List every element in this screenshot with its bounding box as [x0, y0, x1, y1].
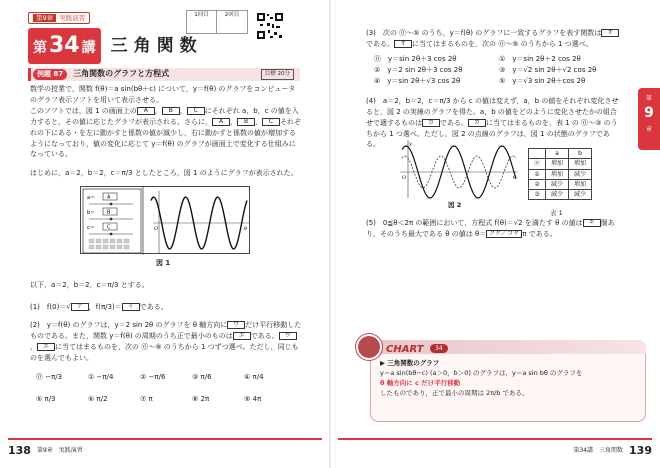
- options-row-2: [36, 394, 296, 405]
- table-1: [528, 148, 592, 200]
- fig1-theta-label: θ: [244, 226, 248, 232]
- panel-box-b: B: [107, 209, 111, 216]
- check-first[interactable]: 1回目: [187, 11, 217, 33]
- question-5: (5) 0≦θ＜2π の範囲において，方程式 f(θ)＝√2 を満たす θ の値は キ 個あり，そのうち最大である θ の値は θ＝ クケ／コサ π である。: [366, 219, 615, 238]
- option: ⑧ 2π: [192, 395, 210, 403]
- fig2-origin-label: O: [402, 175, 407, 181]
- figure-2-caption: 図 2: [448, 201, 462, 209]
- lesson-heading: [28, 28, 203, 64]
- table-row: ① 増加 減少: [529, 169, 592, 179]
- option: ⑥ π/2: [88, 395, 108, 403]
- blank-ka[interactable]: カ: [422, 119, 440, 127]
- option: ④ π/4: [244, 373, 264, 381]
- right-footer: [338, 438, 652, 459]
- question-3-options: [374, 54, 624, 87]
- question-1: (1) f(0)＝√ ア ，f(π/3)＝ イ である。: [30, 303, 168, 311]
- slider-c-handle[interactable]: [110, 233, 113, 236]
- chart-number: 34: [430, 344, 448, 353]
- example-title: 三角関数のグラフと方程式: [73, 69, 170, 79]
- panel-label-c: c＝: [87, 225, 95, 231]
- example-time: 目標 20分: [261, 69, 294, 80]
- question-2: (2) y＝f(θ) のグラフは，y＝2 sin 2θ のグラフを θ 軸方向に ウ だけ平行移動したものである。また，関数 y＝f(θ) の周期のうち正で最小のものは エ である。 ウ， エ に当てはまるものを，次の ⓪～⑨ のうちから 1 つずつ選べ。ただし，同じものを選んでもよい。: [30, 321, 302, 362]
- panel-label-a: a＝: [87, 195, 96, 201]
- option: ⑨ 4π: [244, 395, 262, 403]
- slider-b-handle[interactable]: [110, 218, 113, 221]
- chart-title: ▶ 三角関数のグラフ: [380, 359, 440, 367]
- blank-i[interactable]: イ: [122, 303, 140, 311]
- option: ② −π/6: [140, 373, 166, 381]
- example-bar: [28, 68, 300, 81]
- chapter-tag: 第9章 実践演習: [28, 12, 90, 24]
- chart-label: CHART: [386, 344, 424, 355]
- para-software: このソフトでは，図 1 の画面上の A ， B ， C にそれぞれ a，b，c の値を入力すると，その値に応じたグラフが表示される。さらに， A ， B ， C それぞれの下にある・を左に動かすと係数の値が減少し，右に動かすと係数の値が増加するようになっており，値の変化に応じて y＝f(θ) のグラフが画面上で変化する仕組みになっている。: [30, 107, 301, 159]
- option: ⑦ π: [140, 395, 153, 403]
- chapter-side-tab: 第 9 章: [638, 88, 660, 150]
- footer-chapter-right: 第34講 三角関数: [573, 446, 624, 454]
- table-row: ② 減少 増加: [529, 179, 592, 189]
- lesson-badge: 第 34 講: [28, 28, 101, 64]
- option: ③ π/6: [192, 373, 212, 381]
- option: ④ y＝sin 2θ＋√3 cos 2θ: [374, 76, 461, 85]
- figure-1-graph: [81, 187, 251, 255]
- panel-box-c: C: [107, 224, 111, 231]
- figure-2-graph: [396, 138, 520, 200]
- lesson-title: 三角関数: [110, 35, 203, 56]
- table-row: ⓪ 増加 増加: [529, 159, 592, 169]
- left-footer: [8, 438, 322, 459]
- chart-body: [380, 358, 640, 398]
- para-assume: 以下，a＝2，b＝2，c＝π/3 とする。: [30, 281, 149, 289]
- footer-chapter-left: 第9章 実践演習: [36, 446, 83, 454]
- panel-label-b: b＝: [87, 210, 96, 216]
- para-initial: はじめに，a＝2，b＝2，c＝π/3 としたところ，図 1 のようにグラフが表示された。: [30, 169, 298, 177]
- check-second[interactable]: 2回目: [224, 12, 240, 18]
- blank-o[interactable]: オ: [601, 29, 619, 37]
- table-row: ③ 減少 減少: [529, 190, 592, 200]
- options-row-1: [36, 372, 296, 383]
- question-3: (3) 次の ⓪～⑤ のうち，y＝f(θ) のグラフに一致するグラフを表す関数は オである。 オ に当てはまるものを，次の ⓪～⑤ のうちから 1 つ選べ。: [366, 28, 620, 50]
- option: ② y＝2 sin 2θ＋3 cos 2θ: [374, 65, 463, 74]
- blank-ki[interactable]: キ: [583, 219, 601, 227]
- option: ⑤ π/3: [36, 395, 56, 403]
- chart-line-2: θ 軸方向に c だけ平行移動: [380, 379, 461, 388]
- fig2-y-label: y: [409, 141, 412, 147]
- chart-badge-icon: [356, 334, 382, 360]
- blank-kuke-kosa[interactable]: クケ／コサ: [486, 230, 522, 238]
- example-label: 例題 87: [33, 69, 67, 80]
- chart-line-1: y＝a sin(bθ−c) (a＞0，b＞0) のグラフは，y＝a sin bθ のグラフを: [380, 369, 583, 378]
- study-checkboxes: [186, 10, 248, 34]
- blank-a[interactable]: ア: [71, 303, 89, 311]
- option: ③ y＝√2 sin 2θ＋√2 cos 2θ: [499, 65, 597, 74]
- right-page: [330, 0, 660, 468]
- option: ⓪ −π/3: [36, 373, 63, 381]
- qr-code-icon: [256, 12, 284, 40]
- option: ⓪ y＝sin 2θ＋3 cos 2θ: [374, 55, 457, 63]
- slider-a-handle[interactable]: [110, 203, 113, 206]
- chart-line-3: したものであり，正で最小の周期は 2π/b である。: [380, 389, 529, 398]
- option: ① −π/4: [88, 373, 114, 381]
- table-1-caption: 表 1: [550, 209, 563, 217]
- fig2-theta-label: θ: [513, 175, 517, 181]
- question-4: (4) a＝2，b＝2，c＝π/3 から c の値は変えず，a，b の値をそれぞれ変化させると，図 2 の実線のグラフを得た。a，b の値をどのように変化させたかの組合せで適するものは カ である。 カ に当てはまるものを，表 1 の ⓪～③ のうちから 1 つ選べ。ただし，図 2 の点線のグラフは，図 1 の状態のグラフである。: [366, 97, 619, 149]
- fig1-origin-label: O: [154, 226, 159, 232]
- page-number-left: 138: [8, 444, 31, 457]
- page-number-right: 139: [629, 444, 652, 457]
- para-intro: 数学の授業で，関数 f(θ)＝a sin(bθ＋c) について，y＝f(θ) のグラフをコンピュータのグラフ表示ソフトを用いて表示させる。: [30, 85, 296, 104]
- panel-box-a: A: [107, 194, 111, 201]
- figure-1-caption: 図 1: [156, 259, 171, 267]
- blank-u[interactable]: ウ: [227, 321, 245, 329]
- option: ① y＝sin 2θ＋2 cos 2θ: [499, 55, 581, 63]
- figure-1: [80, 186, 250, 254]
- table-header-row: a b: [529, 149, 592, 159]
- option: ⑤ y＝√3 sin 2θ＋cos 2θ: [499, 76, 586, 85]
- blank-e[interactable]: エ: [233, 332, 251, 340]
